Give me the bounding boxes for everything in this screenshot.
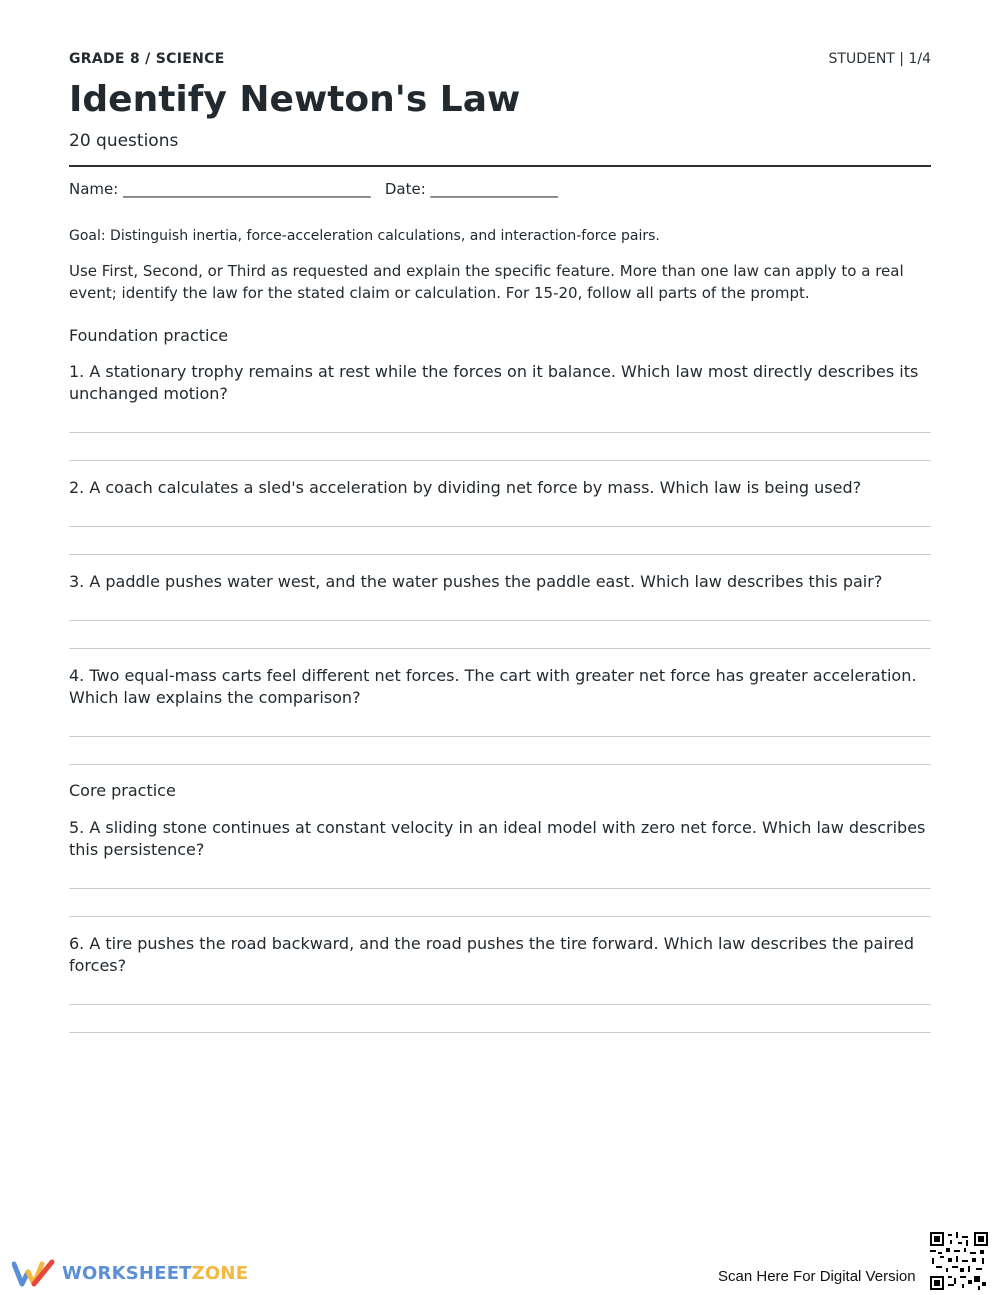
worksheetzone-logo[interactable] xyxy=(12,1258,248,1288)
scan-caption: Scan Here For Digital Version xyxy=(718,1268,916,1285)
answer-line[interactable] xyxy=(69,1004,931,1005)
question-count: 20 questions xyxy=(69,131,179,151)
logo-wordmark: WORKSHEETZONE xyxy=(62,1262,249,1284)
question-6: 6. A tire pushes the road backward, and the road pushes the tire forward. Which law describes the paired forces? xyxy=(69,934,915,975)
directions-text: Use First, Second, or Third as requested and explain the specific feature. More than one law can apply to a real event; identify the law for the stated claim or calculation. For 15-20, follow all parts of the prompt. xyxy=(69,262,904,302)
section-heading-foundation: Foundation practice xyxy=(69,326,229,345)
header-bar xyxy=(69,50,931,68)
answer-line[interactable] xyxy=(69,460,931,461)
answer-line[interactable] xyxy=(69,432,931,433)
question-5: 5. A sliding stone continues at constant velocity in an ideal model with zero net force. Which law describes this persistence? xyxy=(69,818,926,859)
page-title: Identify Newton's Law xyxy=(69,79,521,120)
qr-code-icon[interactable] xyxy=(930,1232,988,1290)
page-label: STUDENT | 1/4 xyxy=(828,51,931,67)
logo-w-icon xyxy=(12,1258,56,1288)
answer-line[interactable] xyxy=(69,736,931,737)
header-divider xyxy=(69,165,931,167)
answer-line[interactable] xyxy=(69,888,931,889)
answer-line[interactable] xyxy=(69,764,931,765)
answer-line[interactable] xyxy=(69,620,931,621)
question-3: 3. A paddle pushes water west, and the water pushes the paddle east. Which law describes this pair? xyxy=(69,572,883,591)
grade-subject: GRADE 8 / SCIENCE xyxy=(69,51,225,67)
answer-line[interactable] xyxy=(69,554,931,555)
question-2: 2. A coach calculates a sled's acceleration by dividing net force by mass. Which law is being used? xyxy=(69,478,862,497)
question-4: 4. Two equal-mass carts feel different net forces. The cart with greater net force has greater acceleration. Which law explains the comparison? xyxy=(69,666,917,707)
answer-line[interactable] xyxy=(69,1032,931,1033)
goal-text: Goal: Distinguish inertia, force-acceleration calculations, and interaction-force pairs. xyxy=(69,228,660,244)
answer-line[interactable] xyxy=(69,916,931,917)
answer-line[interactable] xyxy=(69,648,931,649)
section-heading-core: Core practice xyxy=(69,781,176,800)
name-date-fields: Name: _________________________________ Date: _________________ xyxy=(69,180,559,198)
question-1: 1. A stationary trophy remains at rest while the forces on it balance. Which law most directly describes its unchanged motion? xyxy=(69,362,919,403)
answer-line[interactable] xyxy=(69,526,931,527)
